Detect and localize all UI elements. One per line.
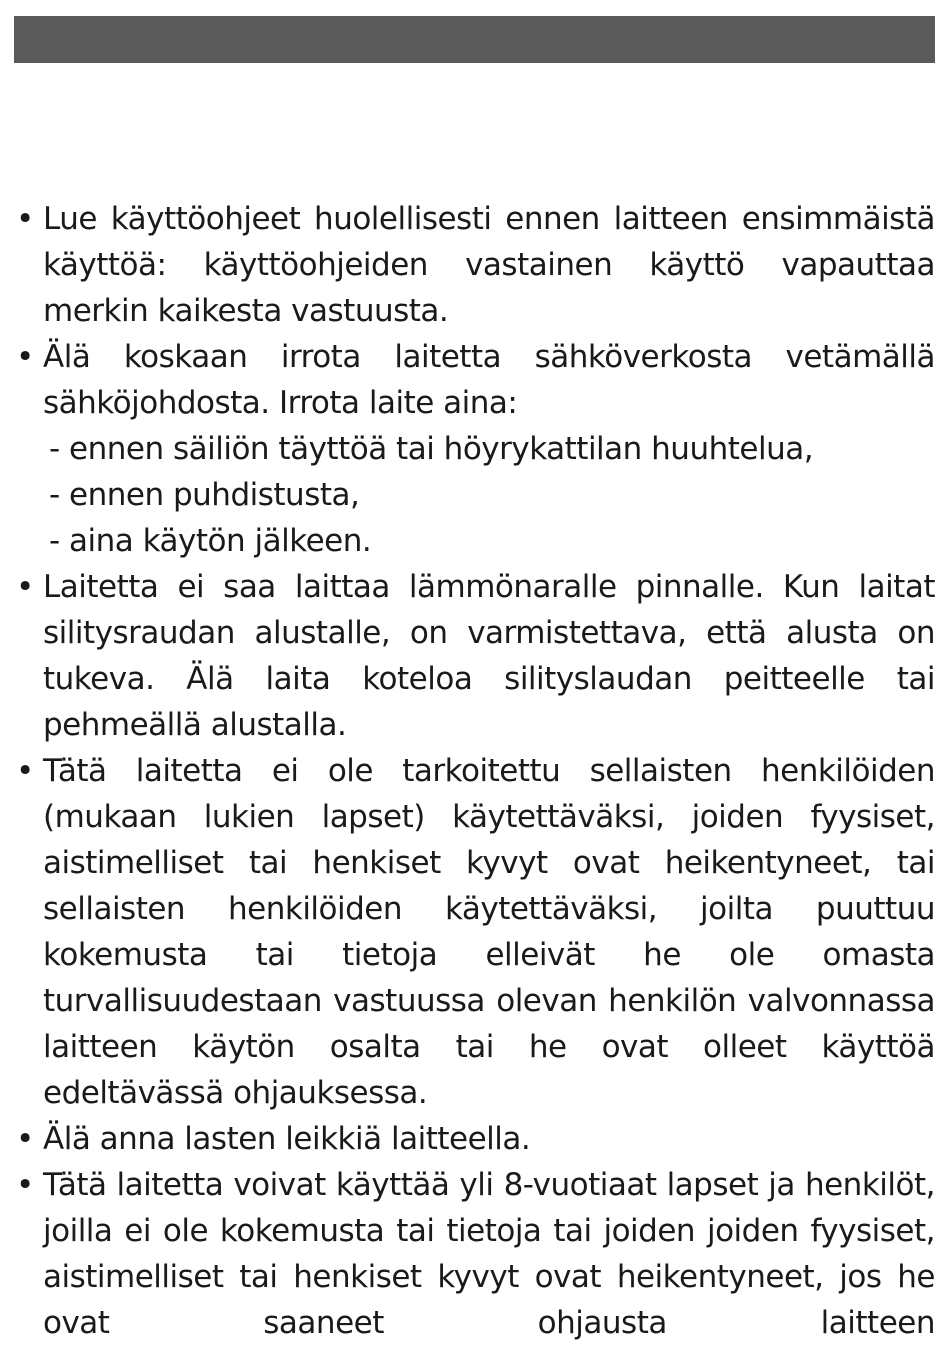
sub-list-item: - ennen puhdistusta, <box>49 477 360 513</box>
list-item <box>14 1116 935 1162</box>
bullet-icon: • <box>16 201 35 237</box>
safety-instructions-list <box>14 196 935 1346</box>
list-item-text: Lue käyttöohjeet huolellisesti ennen laitteen ensimmäistä käyttöä: käyttöohjeiden vastainen käyttö vapauttaa merkin kaikesta vastuusta. <box>43 201 935 329</box>
list-item <box>14 748 935 1116</box>
list-item-text: Älä anna lasten leikkiä laitteella. <box>43 1121 531 1157</box>
sub-list-item: - aina käytön jälkeen. <box>49 523 372 559</box>
bullet-icon: • <box>16 339 35 375</box>
bullet-icon: • <box>16 569 35 605</box>
list-item-text: Tätä laitetta ei ole tarkoitettu sellaisten henkilöiden (mukaan lukien lapset) käytettäväksi, joiden fyysiset, aistimelliset tai henkiset kyvyt ovat heikentyneet, tai sellaisten henkilöiden käytettäväksi, joilta puuttuu kokemusta tai tietoja elleivät he ole omasta turvallisuudestaan vastuussa olevan henkilön valvonnassa laitteen käytön osalta tai he ovat olleet käyttöä edeltävässä ohjauksessa. <box>43 753 935 1111</box>
list-item-text: Laitetta ei saa laittaa lämmönaralle pinnalle. Kun laitat silitysraudan alustalle, on varmistettava, että alusta on tukeva. Älä laita koteloa silityslaudan peitteelle tai pehmeällä alustalla. <box>43 569 935 743</box>
sub-list-item: - ennen säiliön täyttöä tai höyrykattilan huuhtelua, <box>49 431 814 467</box>
list-item <box>14 334 935 564</box>
bullet-icon: • <box>16 753 35 789</box>
bullet-icon: • <box>16 1167 35 1203</box>
list-item-text: Tätä laitetta voivat käyttää yli 8-vuotiaat lapset ja henkilöt, joilla ei ole kokemusta tai tietoja tai joiden joiden fyysiset, aistimelliset tai henkiset kyvyt ovat heikentyneet, jos he ovat saaneet ohjausta laitteen <box>43 1167 935 1341</box>
list-item <box>14 564 935 748</box>
bullet-icon: • <box>16 1121 35 1157</box>
list-item <box>14 196 935 334</box>
header-bar <box>14 16 935 63</box>
list-item-text: Älä koskaan irrota laitetta sähköverkosta vetämällä sähköjohdosta. Irrota laite aina: <box>43 339 935 421</box>
list-item <box>14 1162 935 1346</box>
